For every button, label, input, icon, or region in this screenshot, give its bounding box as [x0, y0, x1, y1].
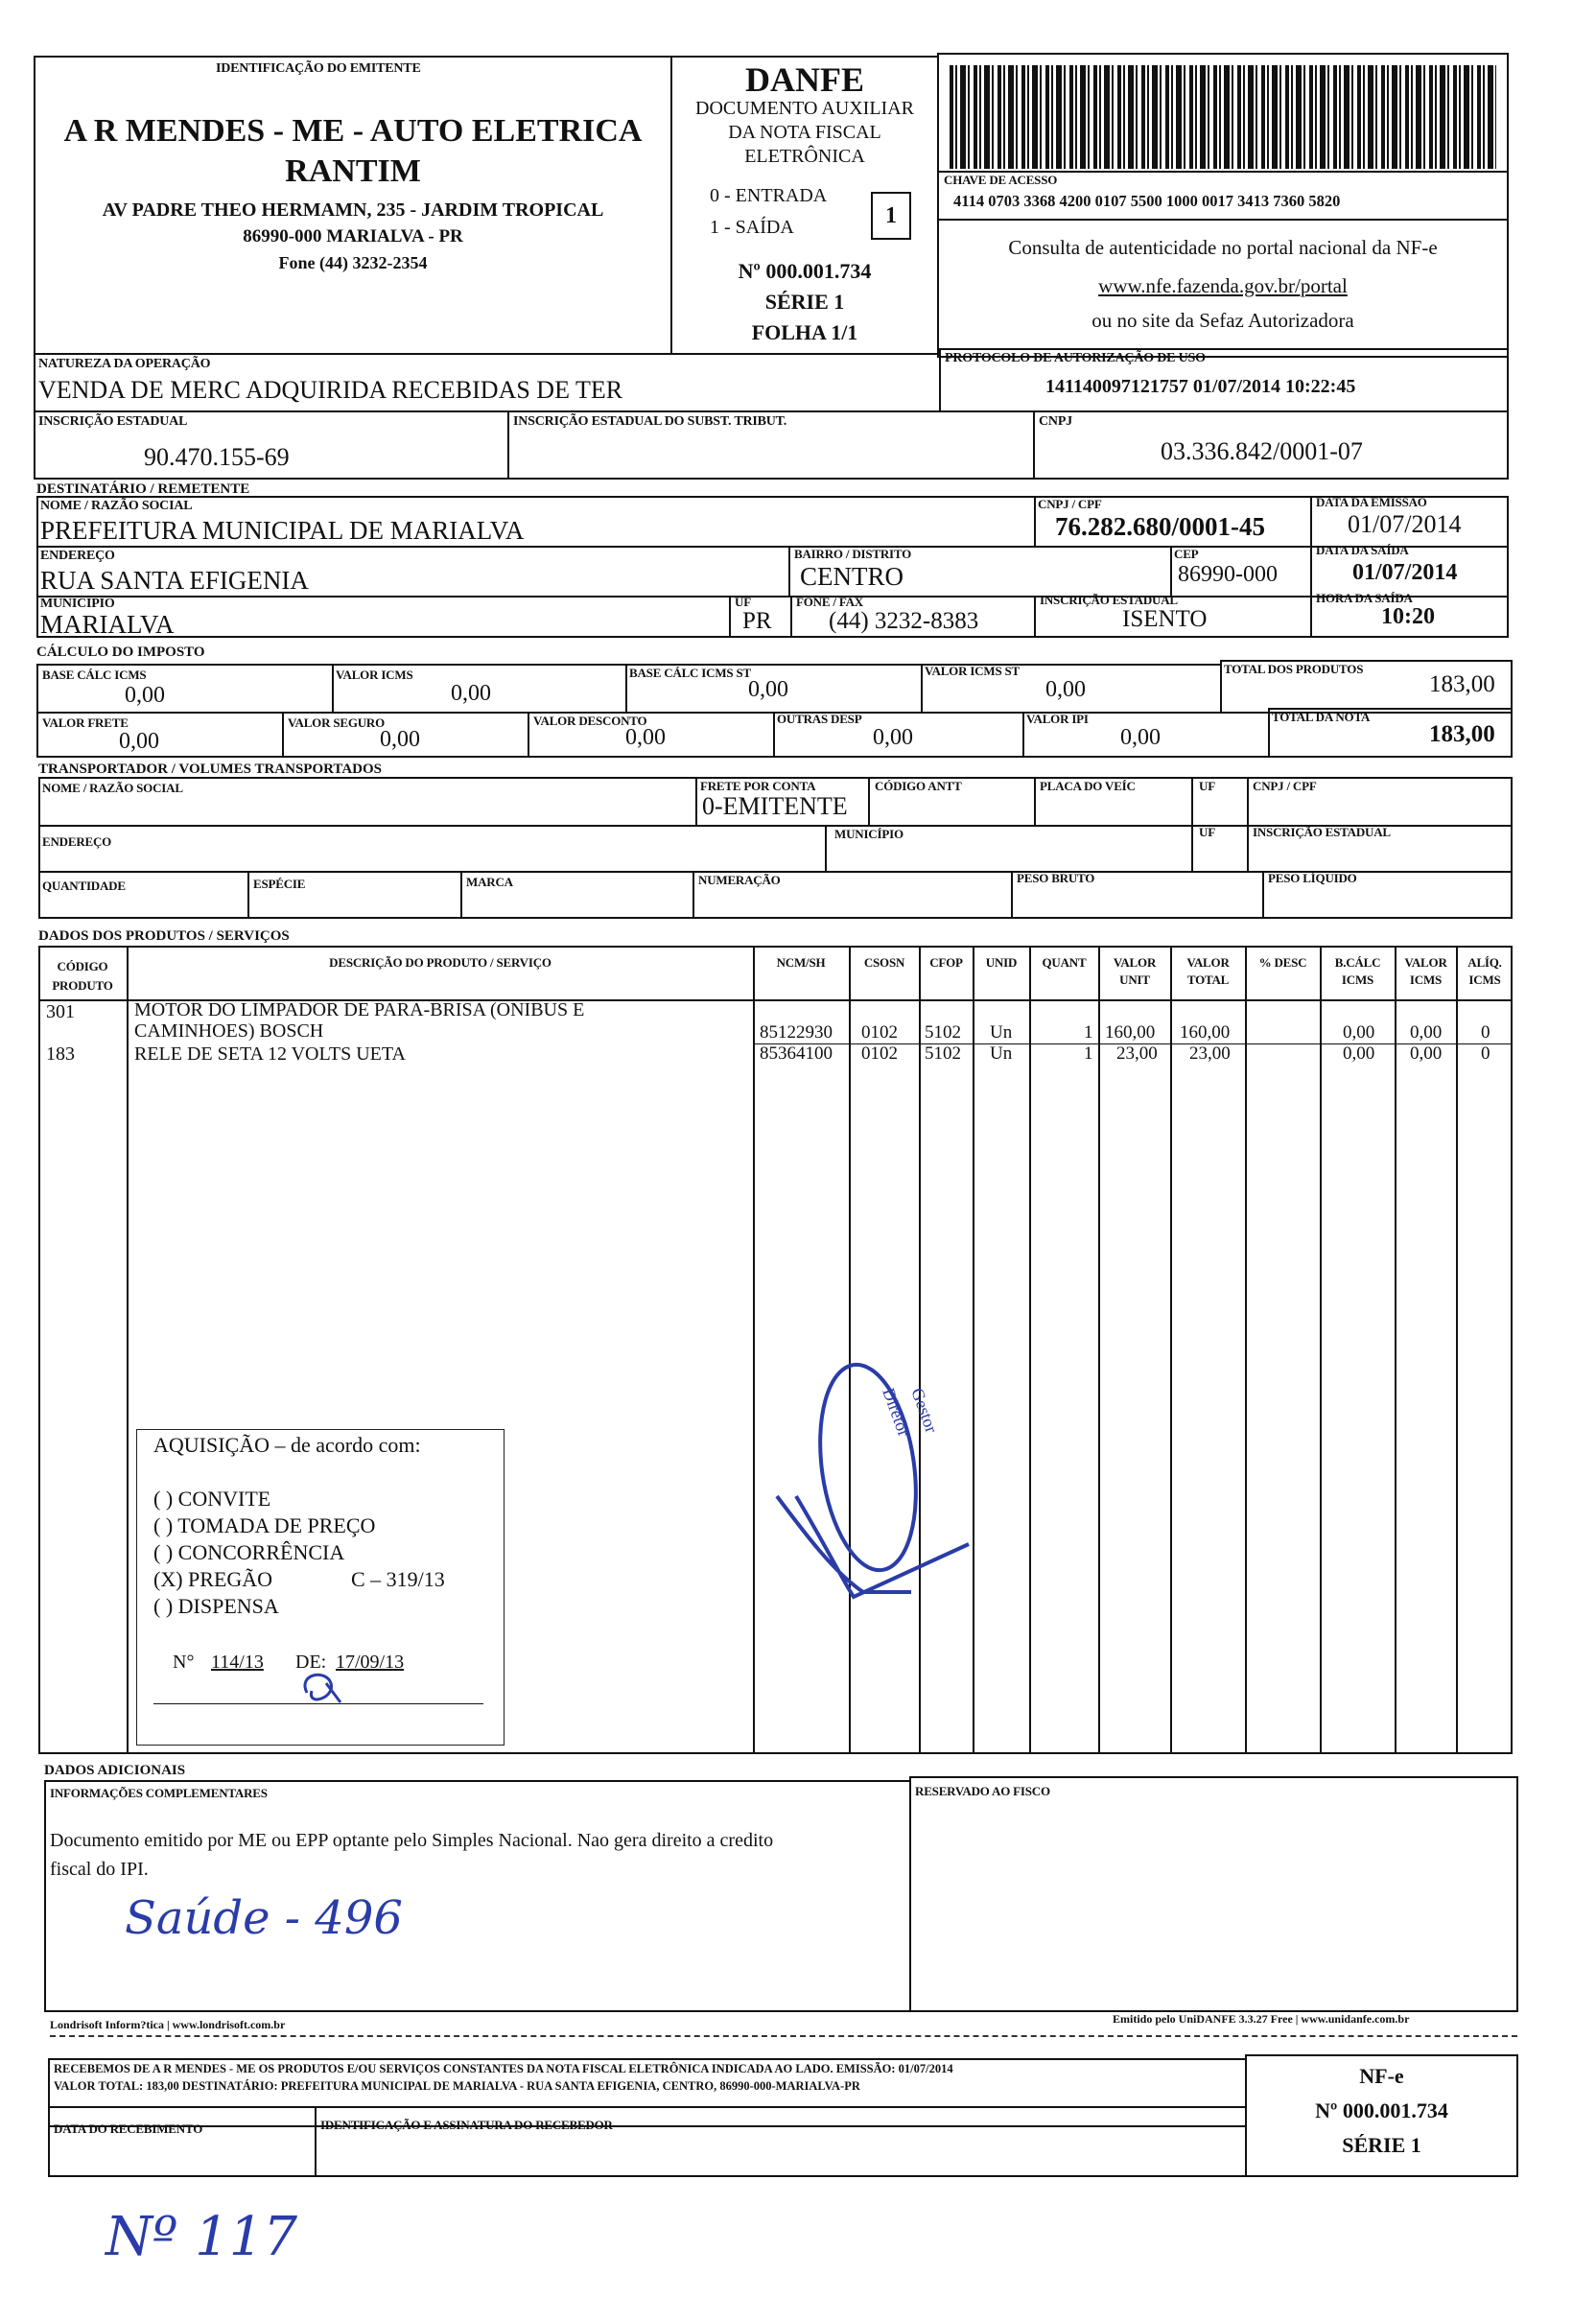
footer-left: Londrisoft Inform?tica | www.londrisoft.com.br: [50, 2018, 286, 2031]
aquisicao-pregao: (X) PREGÃO: [153, 1567, 273, 1591]
natureza-value: VENDA DE MERC ADQUIRIDA RECEBIDAS DE TER: [38, 376, 623, 404]
cell-codigo: 301: [46, 1001, 75, 1022]
assinatura-label: IDENTIFICAÇÃO E ASSINATURA DO RECEBEDOR: [320, 2118, 613, 2132]
info-text-2: fiscal do IPI.: [50, 1859, 149, 1880]
aquisicao-numero-prefix: N°: [173, 1652, 195, 1673]
danfe-title: DANFE: [745, 60, 864, 99]
cell-ncm: 85122930: [760, 1022, 833, 1043]
dest-nome-label: NOME / RAZÃO SOCIAL: [40, 499, 193, 513]
th-valor-total: VALOR: [1186, 955, 1230, 970]
transp-antt-label: CÓDIGO ANTT: [875, 779, 962, 793]
th-valor-unit: VALOR: [1113, 955, 1157, 970]
danfe-entrada: 0 - ENTRADA: [710, 185, 828, 206]
th-codigo-2: PRODUTO: [52, 978, 113, 993]
aquisicao-title: AQUISIÇÃO – de acordo com:: [153, 1433, 421, 1457]
dest-cep: 86990-000: [1178, 562, 1278, 587]
total-nota-label: TOTAL DA NOTA: [1272, 710, 1371, 724]
base-st: 0,00: [748, 677, 788, 702]
dest-emissao: 01/07/2014: [1348, 510, 1462, 538]
th-csosn: CSOSN: [863, 955, 905, 970]
destinatario-section: DESTINATÁRIO / REMETENTE: [36, 481, 250, 497]
outras-label: OUTRAS DESP: [777, 712, 862, 726]
transp-nome-label: NOME / RAZÃO SOCIAL: [42, 781, 183, 795]
dest-municipio: MARIALVA: [40, 610, 175, 639]
total-produtos-label: TOTAL DOS PRODUTOS: [1224, 662, 1364, 676]
danfe-saida: 1 - SAÍDA: [710, 217, 794, 238]
valor-st-label: VALOR ICMS ST: [925, 664, 1021, 678]
data-recebimento-label: DATA DO RECEBIMENTO: [54, 2121, 203, 2136]
th-vicms: VALOR: [1404, 955, 1447, 970]
emitente-name: A R MENDES - ME - AUTO ELETRICA: [63, 113, 643, 149]
dest-hora-label: HORA DA SAÍDA: [1316, 591, 1413, 605]
transp-especie-label: ESPÉCIE: [253, 877, 306, 891]
canhoto-serie: SÉRIE 1: [1342, 2133, 1421, 2157]
danfe-serie: SÉRIE 1: [764, 290, 845, 314]
base-st-label: BASE CÁLC ICMS ST: [629, 666, 751, 680]
aquisicao-pregao-ref: C – 319/13: [351, 1567, 445, 1591]
th-cfop: CFOP: [929, 955, 963, 970]
th-aliq: ALÍQ.: [1467, 955, 1502, 970]
dest-emissao-label: DATA DA EMISSÃO: [1316, 495, 1427, 509]
transp-marca-label: MARCA: [466, 875, 513, 889]
canhoto-line-2: VALOR TOTAL: 183,00 DESTINATÁRIO: PREFEITURA MUNICIPAL DE MARIALVA - RUA SANTA EFIGENIA, CENTRO, 86990-000-MARIALVA-PR: [54, 2079, 860, 2093]
cell-vtotal: 23,00: [1189, 1043, 1231, 1064]
emitente-name-2: RANTIM: [285, 153, 421, 189]
ie-label: INSCRIÇÃO ESTADUAL: [38, 414, 188, 429]
aquisicao-convite: ( ) CONVITE: [153, 1487, 271, 1511]
transp-cnpj-label: CNPJ / CPF: [1253, 779, 1317, 793]
cell-vicms: 0,00: [1410, 1043, 1443, 1064]
desconto: 0,00: [625, 725, 666, 750]
aquisicao-dispensa: ( ) DISPENSA: [153, 1594, 279, 1618]
transp-uf-label: UF: [1199, 779, 1215, 793]
dest-nome: PREFEITURA MUNICIPAL DE MARIALVA: [40, 516, 525, 545]
ie-st-label: INSCRIÇÃO ESTADUAL DO SUBST. TRIBUT.: [513, 414, 787, 429]
canhoto-numero: Nº 000.001.734: [1315, 2098, 1448, 2122]
transp-peso-liquido-label: PESO LÍQUIDO: [1268, 871, 1357, 885]
valor-st: 0,00: [1045, 677, 1086, 702]
data-recebimento-box: [48, 2106, 317, 2177]
handwritten-saude: Saúde - 496: [125, 1891, 403, 1945]
dest-fone-label: FONE / FAX: [796, 595, 863, 609]
emitente-section-label: IDENTIFICAÇÃO DO EMITENTE: [216, 61, 421, 76]
cell-aliq: 0: [1481, 1043, 1490, 1064]
total-nota: 183,00: [1429, 721, 1495, 747]
th-ncm: NCM/SH: [776, 955, 826, 970]
dest-cep-label: CEP: [1174, 547, 1199, 561]
aquisicao-numero: 114/13: [211, 1652, 264, 1673]
cell-ncm: 85364100: [760, 1043, 833, 1064]
ipi: 0,00: [1120, 725, 1161, 750]
danfe-subtitle-3: ELETRÔNICA: [744, 146, 865, 167]
th-bcalc-2: ICMS: [1341, 973, 1374, 987]
cell-codigo: 183: [46, 1043, 75, 1065]
frete: 0,00: [119, 729, 159, 754]
transp-ie-label: INSCRIÇÃO ESTADUAL: [1253, 825, 1391, 839]
outras: 0,00: [873, 725, 913, 750]
th-descricao: DESCRIÇÃO DO PRODUTO / SERVIÇO: [329, 955, 552, 970]
danfe-folha: FOLHA 1/1: [751, 320, 858, 344]
info-label: INFORMAÇÕES COMPLEMENTARES: [50, 1786, 268, 1800]
cell-csosn: 0102: [861, 1022, 898, 1043]
frete-label: VALOR FRETE: [42, 715, 129, 730]
transp-quantidade-label: QUANTIDADE: [42, 879, 126, 893]
cell-descricao-2: CAMINHOES) BOSCH: [134, 1020, 324, 1042]
cell-vunit: 160,00: [1105, 1022, 1156, 1043]
transp-frete-label: FRETE POR CONTA: [700, 779, 816, 793]
aquisicao-initials: [288, 1664, 364, 1712]
canhoto-line-1: RECEBEMOS DE A R MENDES - ME OS PRODUTOS E/OU SERVIÇOS CONSTANTES DA NOTA FISCAL ELETRÔNICA INDICADA AO LADO. EMISSÃO: 01/07/2014: [54, 2062, 953, 2075]
danfe-subtitle-2: DA NOTA FISCAL: [728, 122, 881, 143]
total-produtos: 183,00: [1429, 671, 1495, 697]
th-aliq-2: ICMS: [1468, 973, 1501, 987]
cell-vtotal: 160,00: [1180, 1022, 1231, 1043]
chave-value: 4114 0703 3368 4200 0107 5500 1000 0017 3413 7360 5820: [953, 192, 1341, 210]
consulta-url[interactable]: www.nfe.fazenda.gov.br/portal: [1098, 274, 1348, 297]
base-icms: 0,00: [125, 683, 165, 708]
th-vicms-2: ICMS: [1409, 973, 1443, 987]
th-bcalc: B.CÁLC: [1334, 955, 1381, 970]
cell-unid: Un: [990, 1043, 1013, 1064]
ipi-label: VALOR IPI: [1026, 712, 1089, 726]
chave-label: CHAVE DE ACESSO: [944, 173, 1058, 187]
th-unid: UNID: [985, 955, 1018, 970]
transp-frete: 0-EMITENTE: [702, 792, 848, 820]
valor-icms-label: VALOR ICMS: [336, 668, 413, 682]
info-text-1: Documento emitido por ME ou EPP optante pelo Simples Nacional. Nao gera direito a credito: [50, 1830, 774, 1851]
dest-bairro: CENTRO: [800, 562, 904, 591]
transp-uf2-label: UF: [1199, 825, 1215, 839]
dest-ie: ISENTO: [1122, 606, 1208, 632]
th-codigo: CÓDIGO: [57, 959, 108, 973]
cell-vunit: 23,00: [1116, 1043, 1158, 1064]
natureza-label: NATUREZA DA OPERAÇÃO: [38, 357, 211, 371]
consulta-sefaz: ou no site da Sefaz Autorizadora: [1091, 309, 1354, 332]
danfe-subtitle-1: DOCUMENTO AUXILIAR: [695, 98, 914, 119]
transporte-section: TRANSPORTADOR / VOLUMES TRANSPORTADOS: [38, 762, 383, 777]
th-desc: % DESC: [1258, 955, 1307, 970]
dest-bairro-label: BAIRRO / DISTRITO: [794, 547, 912, 561]
transp-numeracao-label: NUMERAÇÃO: [698, 873, 781, 887]
dest-endereco-label: ENDEREÇO: [40, 549, 115, 563]
fisco-label: RESERVADO AO FISCO: [915, 1784, 1050, 1798]
cell-cfop: 5102: [925, 1022, 961, 1043]
svg-text:Diretor: Diretor: [879, 1385, 914, 1440]
aquisicao-data: 17/09/13: [336, 1652, 405, 1673]
transp-placa-label: PLACA DO VEÍC: [1040, 779, 1136, 793]
danfe-numero: Nº 000.001.734: [738, 259, 872, 283]
transp-municipio-label: MUNICÍPIO: [834, 827, 904, 841]
cnpj-emitente-label: CNPJ: [1039, 414, 1072, 429]
cell-cfop: 5102: [925, 1043, 961, 1064]
protocolo-value: 141140097121757 01/07/2014 10:22:45: [1045, 376, 1356, 397]
consulta-text: Consulta de autenticidade no portal nacional da NF-e: [1008, 236, 1438, 259]
dest-hora: 10:20: [1381, 604, 1435, 629]
dest-municipio-label: MUNICÍPIO: [40, 597, 115, 611]
cell-quant: 1: [1084, 1022, 1093, 1043]
dest-cnpj: 76.282.680/0001-45: [1055, 512, 1265, 541]
seguro: 0,00: [380, 727, 420, 752]
barcode: [950, 65, 1496, 169]
desconto-label: VALOR DESCONTO: [533, 714, 647, 728]
emitente-city: 86990-000 MARIALVA - PR: [243, 226, 463, 246]
base-icms-label: BASE CÁLC ICMS: [42, 668, 147, 682]
th-valor-total-2: TOTAL: [1186, 973, 1230, 987]
transp-endereco-label: ENDEREÇO: [42, 834, 112, 849]
transp-peso-bruto-label: PESO BRUTO: [1017, 871, 1095, 885]
dest-saida: 01/07/2014: [1352, 560, 1458, 585]
cell-csosn: 0102: [861, 1043, 898, 1064]
protocolo-label: PROTOCOLO DE AUTORIZAÇÃO DE USO: [945, 351, 1206, 365]
cell-aliq: 0: [1481, 1022, 1490, 1043]
dest-uf-label: UF: [735, 595, 751, 609]
cell-descricao: RELE DE SETA 12 VOLTS UETA: [134, 1043, 406, 1065]
adicionais-section: DADOS ADICIONAIS: [44, 1763, 186, 1778]
cell-bcalc: 0,00: [1343, 1022, 1375, 1043]
valor-icms: 0,00: [451, 681, 491, 706]
fisco-box: [909, 1776, 1518, 2012]
produtos-section: DADOS DOS PRODUTOS / SERVIÇOS: [38, 928, 290, 944]
th-valor-unit-2: UNIT: [1119, 973, 1150, 987]
aquisicao-concorrencia: ( ) CONCORRÊNCIA: [153, 1540, 345, 1564]
emitente-phone: Fone (44) 3232-2354: [278, 253, 428, 272]
svg-text:Gestor: Gestor: [907, 1385, 942, 1436]
cell-quant: 1: [1084, 1043, 1093, 1064]
handwritten-number: Nº 117: [106, 2206, 298, 2268]
dest-endereco: RUA SANTA EFIGENIA: [40, 566, 309, 595]
dest-cnpj-label: CNPJ / CPF: [1038, 497, 1102, 511]
seguro-label: VALOR SEGURO: [288, 715, 386, 730]
cell-vicms: 0,00: [1410, 1022, 1443, 1043]
cell-bcalc: 0,00: [1343, 1043, 1375, 1064]
cell-descricao: MOTOR DO LIMPADOR DE PARA-BRISA (ONIBUS E: [134, 999, 585, 1020]
imposto-section: CÁLCULO DO IMPOSTO: [36, 645, 205, 660]
cell-unid: Un: [990, 1022, 1013, 1043]
aquisicao-tomada: ( ) TOMADA DE PREÇO: [153, 1513, 376, 1537]
dest-fone: (44) 3232-8383: [829, 608, 979, 634]
signature-stamp: [739, 1352, 1026, 1640]
danfe-tipo: 1: [871, 192, 911, 240]
aquisicao-de-prefix: DE:: [295, 1652, 327, 1673]
dest-ie-label: INSCRIÇÃO ESTADUAL: [1040, 593, 1178, 607]
footer-right: Emitido pelo UniDANFE 3.3.27 Free | www.unidanfe.com.br: [1113, 2012, 1410, 2026]
dest-saida-label: DATA DA SAÍDA: [1316, 543, 1409, 557]
canhoto-nfe: NF-e: [1359, 2064, 1404, 2088]
cnpj-emitente-value: 03.336.842/0001-07: [1161, 437, 1363, 465]
emitente-address: AV PADRE THEO HERMAMN, 235 - JARDIM TROPICAL: [102, 199, 604, 221]
dest-uf: PR: [742, 608, 772, 634]
ie-value: 90.470.155-69: [144, 443, 290, 471]
th-quant: QUANT: [1042, 955, 1087, 970]
